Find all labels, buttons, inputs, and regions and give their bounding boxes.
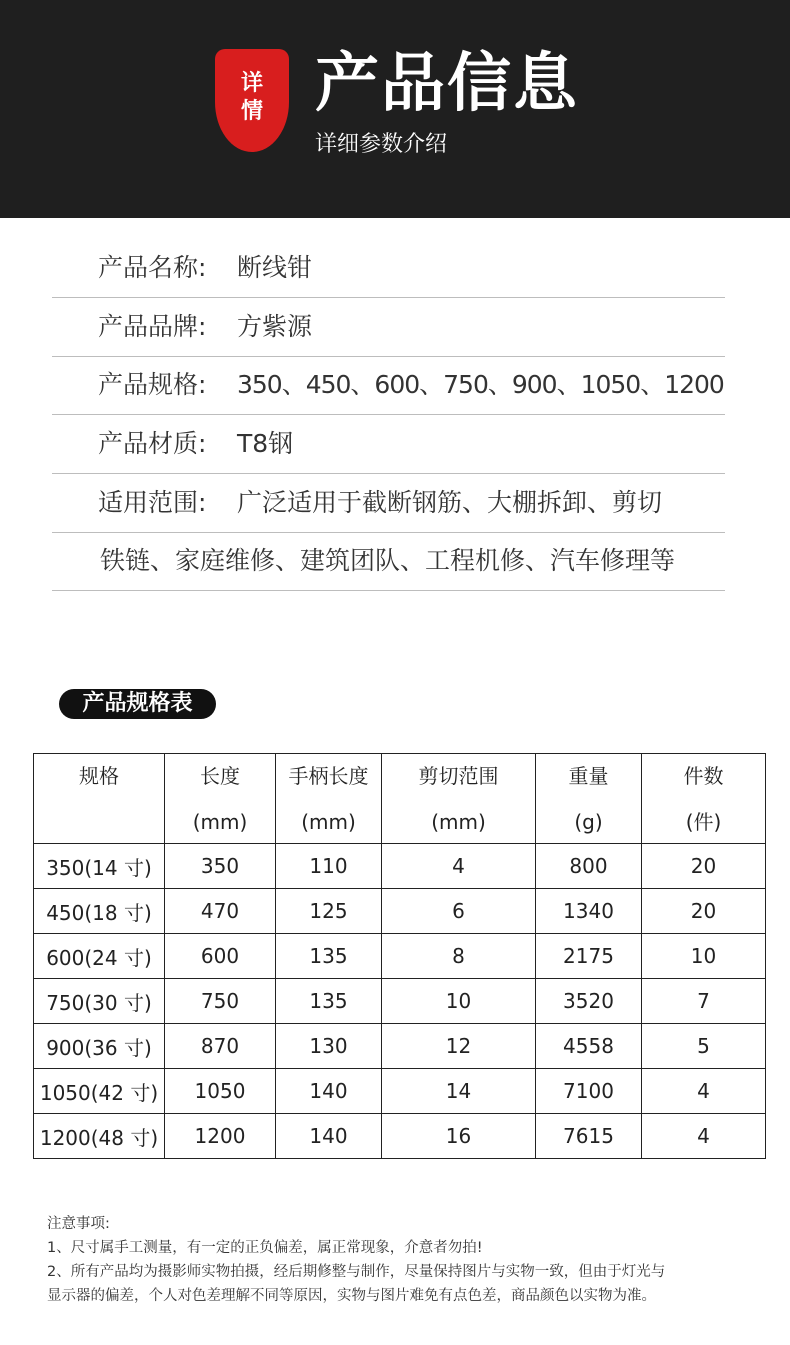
notes-line: 2、所有产品均为摄影师实物拍摄，经后期修整与制作，尽量保持图片与实物一致，但由于灯光与 bbox=[47, 1264, 666, 1280]
info-row-specs bbox=[52, 356, 725, 415]
badge-char-2: 情 bbox=[240, 98, 263, 124]
cell-handle-length: 130 bbox=[276, 1024, 382, 1069]
cell-length: 600 bbox=[165, 934, 276, 979]
cell-spec: 1050(42 寸) bbox=[34, 1069, 165, 1114]
info-value-continued: 铁链、家庭维修、建筑团队、工程机修、汽车修理等 bbox=[100, 546, 676, 575]
cell-quantity: 5 bbox=[642, 1024, 766, 1069]
cell-spec: 350(14 寸) bbox=[34, 844, 165, 889]
cell-quantity: 4 bbox=[642, 1069, 766, 1114]
info-value: T8钢 bbox=[237, 429, 294, 458]
cell-spec: 1200(48 寸) bbox=[34, 1114, 165, 1159]
notes-section bbox=[47, 1212, 665, 1308]
cell-handle-length: 135 bbox=[276, 934, 382, 979]
cell-spec: 450(18 寸) bbox=[34, 889, 165, 934]
page-subtitle: 详细参数介绍 bbox=[315, 132, 448, 157]
cell-spec: 600(24 寸) bbox=[34, 934, 165, 979]
cell-cut-range: 12 bbox=[382, 1024, 536, 1069]
header-weight: 重量 (g) bbox=[536, 754, 642, 844]
cell-cut-range: 14 bbox=[382, 1069, 536, 1114]
cell-handle-length: 140 bbox=[276, 1114, 382, 1159]
cell-length: 1050 bbox=[165, 1069, 276, 1114]
table-row bbox=[34, 979, 766, 1024]
cell-cut-range: 10 bbox=[382, 979, 536, 1024]
table-row bbox=[34, 889, 766, 934]
info-row-material bbox=[52, 415, 725, 474]
info-label: 产品名称: bbox=[98, 253, 207, 282]
table-row bbox=[34, 1069, 766, 1114]
info-label: 产品规格: bbox=[98, 370, 207, 399]
spec-table bbox=[33, 753, 766, 1159]
spec-table-title: 产品规格表 bbox=[59, 689, 216, 719]
info-row-brand bbox=[52, 298, 725, 357]
badge-char-1: 详 bbox=[240, 70, 263, 96]
info-row-usage-continued bbox=[52, 532, 725, 591]
cell-weight: 800 bbox=[536, 844, 642, 889]
cell-cut-range: 16 bbox=[382, 1114, 536, 1159]
info-row-name bbox=[52, 239, 725, 298]
info-label: 产品材质: bbox=[98, 429, 207, 458]
table-row bbox=[34, 844, 766, 889]
cell-length: 870 bbox=[165, 1024, 276, 1069]
detail-badge bbox=[215, 49, 289, 152]
cell-weight: 2175 bbox=[536, 934, 642, 979]
cell-weight: 3520 bbox=[536, 979, 642, 1024]
cell-spec: 900(36 寸) bbox=[34, 1024, 165, 1069]
header-handle-length: 手柄长度 (mm) bbox=[276, 754, 382, 844]
table-row bbox=[34, 1114, 766, 1159]
header-quantity: 件数 (件) bbox=[642, 754, 766, 844]
cell-handle-length: 125 bbox=[276, 889, 382, 934]
cell-handle-length: 135 bbox=[276, 979, 382, 1024]
header-length: 长度 (mm) bbox=[165, 754, 276, 844]
header-cut-range: 剪切范围 (mm) bbox=[382, 754, 536, 844]
cell-weight: 7100 bbox=[536, 1069, 642, 1114]
cell-quantity: 4 bbox=[642, 1114, 766, 1159]
cell-quantity: 7 bbox=[642, 979, 766, 1024]
cell-weight: 4558 bbox=[536, 1024, 642, 1069]
cell-cut-range: 6 bbox=[382, 889, 536, 934]
info-label: 产品品牌: bbox=[98, 312, 207, 341]
notes-line: 显示器的偏差，个人对色差理解不同等原因，实物与图片难免有点色差，商品颜色以实物为准。 bbox=[47, 1288, 656, 1304]
cell-quantity: 20 bbox=[642, 844, 766, 889]
cell-handle-length: 110 bbox=[276, 844, 382, 889]
cell-spec: 750(30 寸) bbox=[34, 979, 165, 1024]
page-title: 产品信息 bbox=[315, 47, 579, 121]
cell-length: 470 bbox=[165, 889, 276, 934]
cell-handle-length: 140 bbox=[276, 1069, 382, 1114]
notes-line: 1、尺寸属手工测量，有一定的正负偏差，属正常现象，介意者勿拍! bbox=[47, 1240, 483, 1256]
header-spec: 规格 bbox=[34, 754, 165, 844]
info-row-usage bbox=[52, 474, 725, 533]
cell-weight: 7615 bbox=[536, 1114, 642, 1159]
table-row bbox=[34, 934, 766, 979]
cell-weight: 1340 bbox=[536, 889, 642, 934]
cell-length: 350 bbox=[165, 844, 276, 889]
info-value: 方紫源 bbox=[237, 312, 313, 341]
info-value: 350、450、600、750、900、1050、1200 bbox=[237, 370, 724, 399]
header-banner bbox=[0, 0, 790, 218]
notes-title: 注意事项: bbox=[47, 1216, 110, 1232]
cell-quantity: 20 bbox=[642, 889, 766, 934]
info-value: 广泛适用于截断钢筋、大棚拆卸、剪切 bbox=[237, 488, 663, 517]
info-label: 适用范围: bbox=[98, 488, 207, 517]
table-row bbox=[34, 1024, 766, 1069]
info-value: 断线钳 bbox=[237, 253, 313, 282]
cell-length: 750 bbox=[165, 979, 276, 1024]
cell-cut-range: 8 bbox=[382, 934, 536, 979]
cell-cut-range: 4 bbox=[382, 844, 536, 889]
table-header-row bbox=[34, 754, 766, 844]
cell-length: 1200 bbox=[165, 1114, 276, 1159]
cell-quantity: 10 bbox=[642, 934, 766, 979]
